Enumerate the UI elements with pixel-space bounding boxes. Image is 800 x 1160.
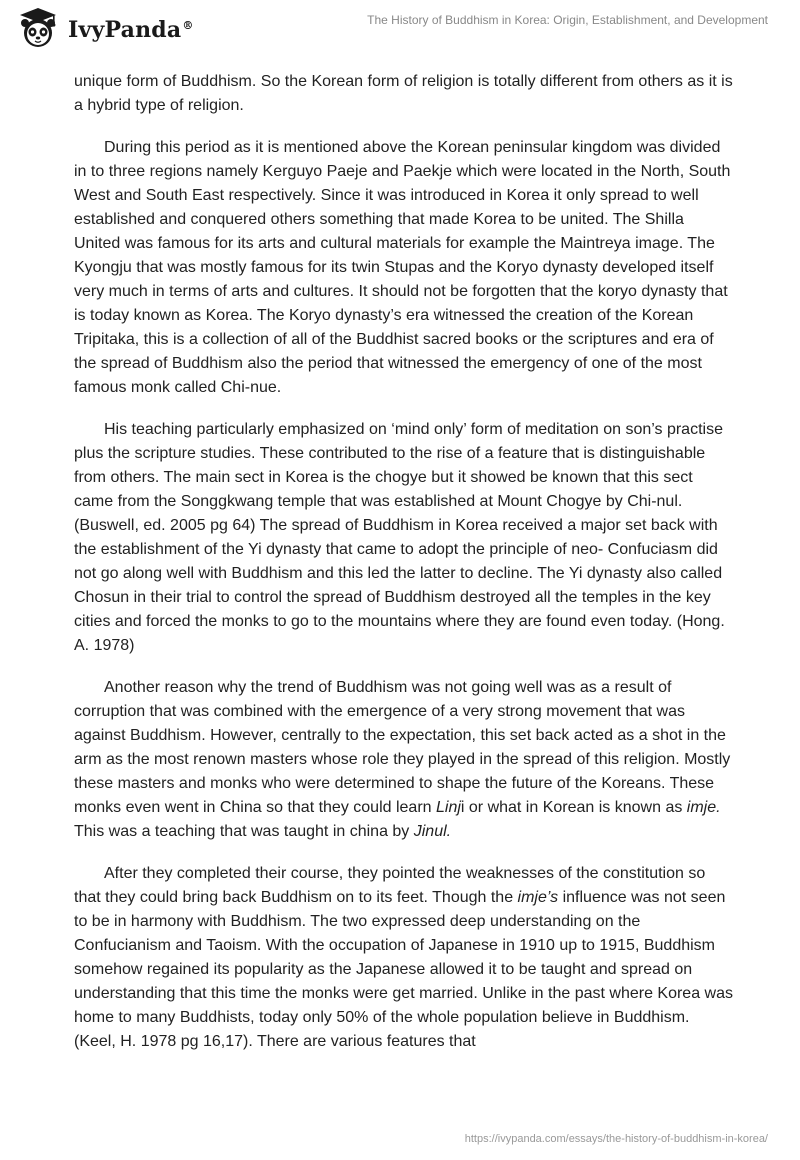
paragraph-text: This was a teaching that was taught in china by [74, 823, 414, 840]
italic-term: Linj [435, 799, 461, 816]
panda-graduate-icon [14, 6, 62, 55]
italic-term: imje. [686, 799, 721, 816]
paragraph [74, 676, 734, 844]
source-url[interactable]: https://ivypanda.com/essays/the-history-of-buddhism-in-korea/ [464, 1133, 768, 1145]
paragraph: unique form of Buddhism. So the Korean form of religion is totally different from others as it is a hybrid type of religion. [74, 73, 733, 114]
ivypanda-logo[interactable] [14, 8, 194, 52]
paragraph: During this period as it is mentioned above the Korean peninsular kingdom was divided in to three regions namely Kerguyo Paeje and Paekje which were located in the North, South West and South East respectively. Since it was introduced in Korea it only spread to well established and conquered others something that made Korea to be united. The Shilla United was famous for its arts and cultural materials for example the Maintreya image. The Kyongju that was mostly famous for its twin Stupas and the Koryo dynasty developed itself very much in terms of arts and cultures. It should not be forgotten that the koryo dynasty that is today known as Korea. The Koryo dynasty’s era witnessed the creation of the Korean Tripitaka, this is a collection of all of the Buddhist sacred books or the scriptures and era of the spread of Buddhism also the period that witnessed the emergency of one of the most famous monk called Chi-nue. [74, 139, 731, 396]
paragraph-text: After they completed their course, they pointed the weaknesses of the constitution so that they could bring back Buddhism on to its feet. Though the [74, 865, 706, 906]
paragraph-text: influence was not seen to be in harmony with Buddhism. The two expressed deep understanding on the Confucianism and Taoism. With the occupation of Japanese in 1910 up to 1915, Buddhism somehow regained its popularity as the Japanese allowed it to be taught and spread on understanding that this time the monks were get married. Unlike in the past where Korea was home to many Buddhists, today only 50% of the whole population believe in Buddhism. (Keel, H. 1978 pg 16,17). There are various features that [74, 889, 733, 1050]
document-title: The History of Buddhism in Korea: Origin, Establishment, and Development [367, 13, 768, 27]
paragraph-text: i or what in Korean is known as [460, 799, 687, 816]
paragraph: His teaching particularly emphasized on ‘mind only’ form of meditation on son’s practise plus the scripture studies. These contributed to the rise of a feature that is distinguishable from others. The main sect in Korea is the chogye but it showed be known that this sect came from the Songgkwang temple that was established at Mount Chogye by Chi-nul. (Buswell, ed. 2005 pg 64) The spread of Buddhism in Korea received a major set back with the establishment of the Yi dynasty that came to adopt the principle of neo- Confuciasm did not go along well with Buddhism and this led the latter to decline. The Yi dynasty also called Chosun in their trial to control the spread of Buddhism destroyed all the temples in the key cities and forced the monks to go to the mountains where they are found even today. (Hong. A. 1978) [74, 421, 725, 654]
logo-wordmark: IvyPanda® [68, 17, 194, 43]
italic-term: Jinul. [413, 823, 452, 840]
page-header [0, 0, 800, 60]
paragraph [74, 862, 734, 1054]
essay-body [74, 70, 734, 1072]
paragraph-text: Another reason why the trend of Buddhism was not going well was as a result of corruption that was combined with the emergence of a very strong movement that was against Buddhism. However, centrally to the expectation, this set back acted as a shot in the arm as the most renown masters whose role they played in the spread of this religion. Mostly these masters and monks who were determined to shape the future of the Koreans. These monks even went in China so that they could learn [74, 679, 731, 816]
italic-term: imje’s [517, 889, 559, 906]
